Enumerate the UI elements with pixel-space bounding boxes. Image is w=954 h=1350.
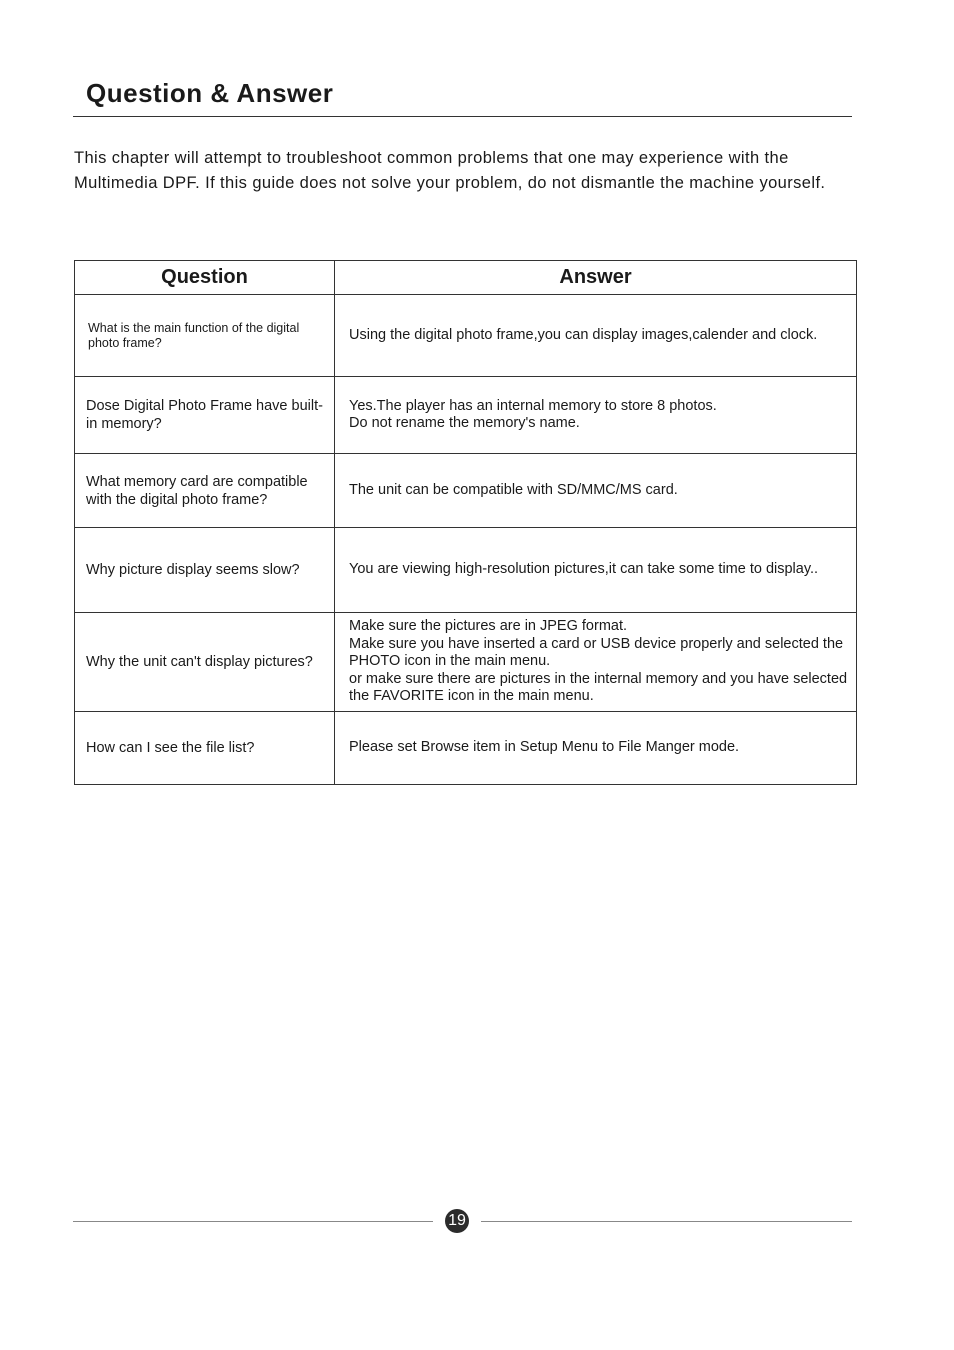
question-cell: What is the main function of the digital photo frame? bbox=[75, 295, 335, 377]
table-header-row bbox=[75, 261, 857, 295]
answer-cell bbox=[335, 528, 857, 613]
answer-cell bbox=[335, 613, 857, 712]
question-cell: Why the unit can't display pictures? bbox=[75, 613, 335, 712]
table-row bbox=[75, 454, 857, 528]
answer-line: Using the digital photo frame,you can display images,calender and clock. bbox=[349, 326, 818, 343]
page-title: Question & Answer bbox=[86, 78, 334, 108]
answer-line: Make sure the pictures are in JPEG format. bbox=[349, 618, 628, 635]
answer-line: The unit can be compatible with SD/MMC/MS card. bbox=[349, 481, 678, 498]
answer-cell bbox=[335, 377, 857, 454]
answer-line: Yes.The player has an internal memory to store 8 photos. bbox=[349, 397, 717, 414]
question-cell: What memory card are compatible with the digital photo frame? bbox=[75, 454, 335, 528]
answer-line: or make sure there are pictures in the internal memory and you have selected the FAVORITE icon in the main menu. bbox=[349, 670, 848, 705]
footer-divider-right bbox=[481, 1221, 852, 1222]
answer-line: You are viewing high-resolution pictures,it can take some time to display.. bbox=[349, 561, 819, 578]
question-cell: Dose Digital Photo Frame have built-in memory? bbox=[75, 377, 335, 454]
page-number-badge: 19 bbox=[445, 1209, 469, 1233]
answer-line: Please set Browse item in Setup Menu to File Manger mode. bbox=[349, 739, 740, 756]
answer-line: Do not rename the memory's name. bbox=[349, 415, 580, 431]
answer-column-header: Answer bbox=[335, 261, 857, 295]
qa-table bbox=[74, 260, 857, 785]
question-cell: How can I see the file list? bbox=[75, 712, 335, 785]
answer-cell bbox=[335, 295, 857, 377]
table-row bbox=[75, 528, 857, 613]
answer-cell bbox=[335, 712, 857, 785]
table-row bbox=[75, 295, 857, 377]
answer-cell bbox=[335, 454, 857, 528]
table-row bbox=[75, 712, 857, 785]
answer-line: Make sure you have inserted a card or USB device properly and selected the PHOTO icon in the main menu. bbox=[349, 635, 844, 670]
footer-divider-left bbox=[73, 1221, 433, 1222]
table-row bbox=[75, 377, 857, 454]
table-row bbox=[75, 613, 857, 712]
title-divider bbox=[73, 116, 852, 117]
intro-paragraph: This chapter will attempt to troubleshoot common problems that one may experience with the Multimedia DPF. If this guide does not solve your problem, do not dismantle the machine yourself. bbox=[74, 149, 826, 192]
question-cell: Why picture display seems slow? bbox=[75, 528, 335, 613]
question-column-header: Question bbox=[75, 261, 335, 295]
